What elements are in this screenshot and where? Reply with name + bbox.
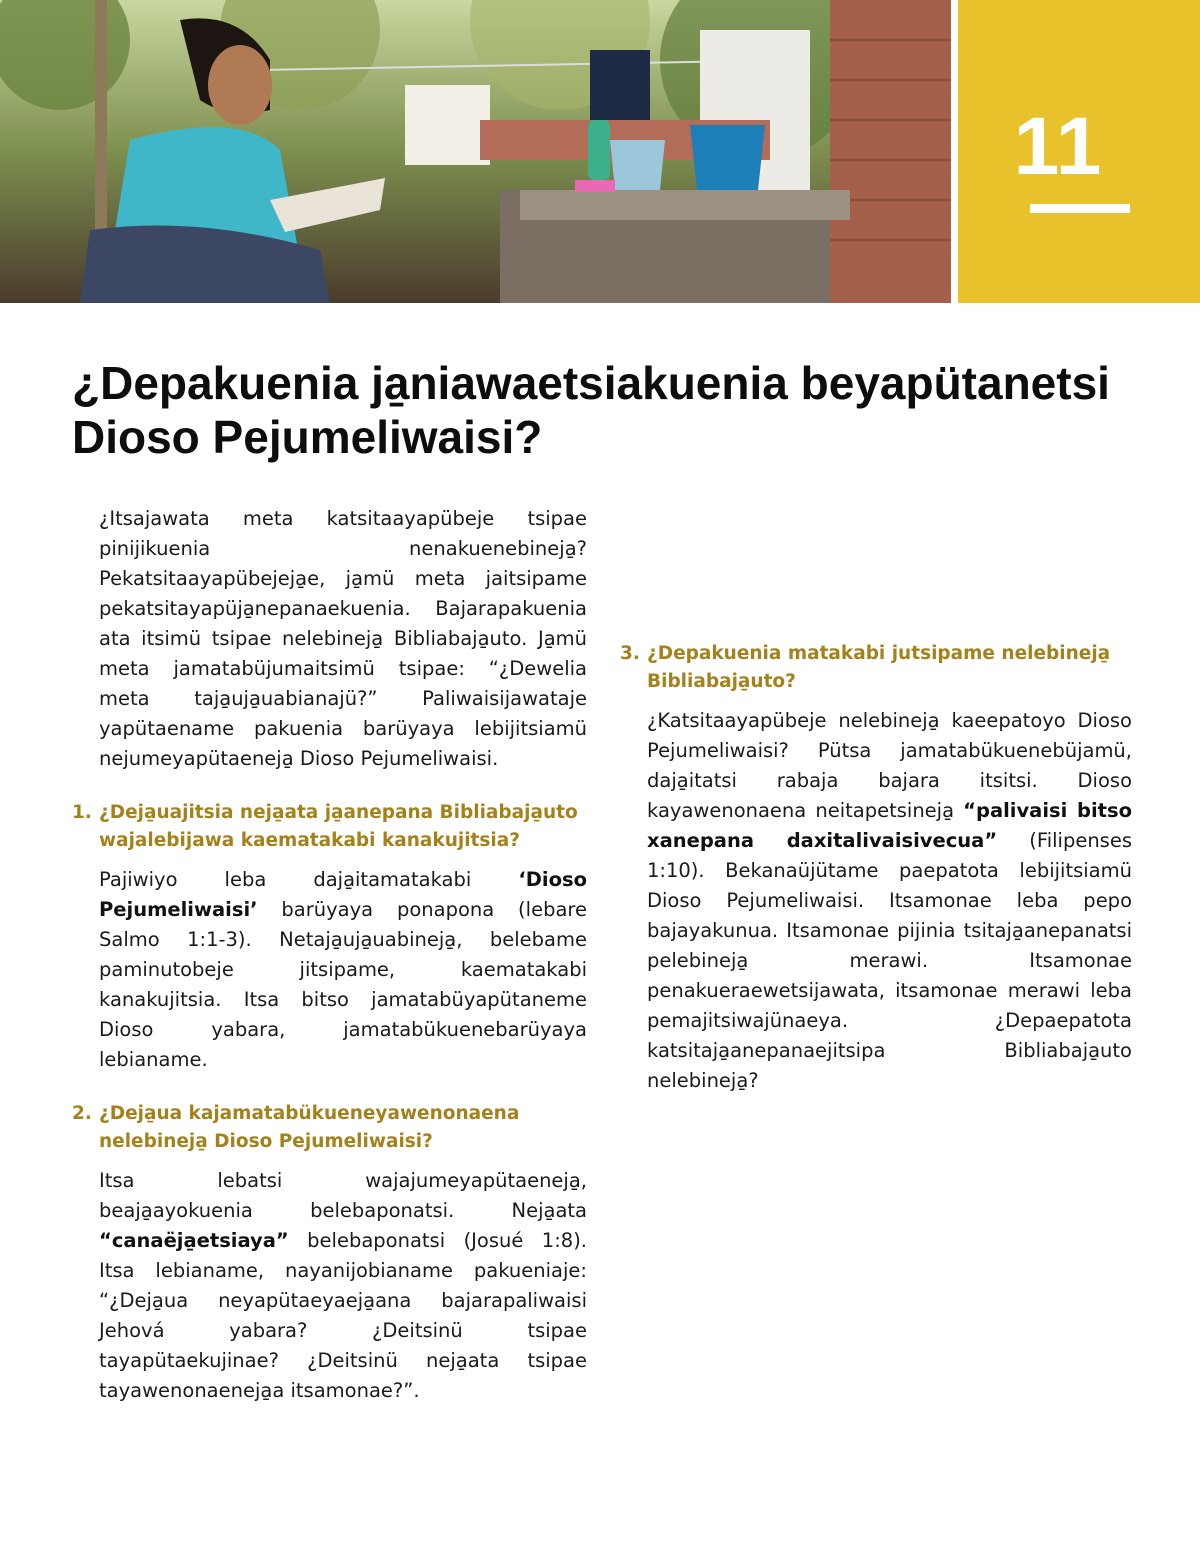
question-1-paragraph	[72, 865, 587, 1075]
paragraph-text: belebaponatsi (Josué 1:8). Itsa lebianame, nayanijobianame pakueniaje: “¿Deja̱ua neyapütaeyaeja̱ana bajarapaliwaisi Jehová yabara? ¿Deitsinü tsipae tayapütaekujinae? ¿Deitsinü neja̱ata tsipae tayawenonaeneja̱a itsamonae?”.	[99, 1229, 587, 1402]
left-column	[72, 504, 587, 1406]
question-3-paragraph	[620, 706, 1132, 1096]
paragraph-text: (Filipenses 1:10). Bekanaüjütame paepatota lebijitsiamü Dioso Pejumeliwaisi. Itsamonae leba pepo bajayakunua. Itsamonae pijinia tsitaja̱anepanatsi pelebineja̱ merawi. Itsamonae penakueraewetsijawata, itsamonae merawi leba pemajitsiwajünaeya. ¿Depaepatota katsitaja̱anepanaejitsipa Bibliabaja̱uto nelebineja̱?	[647, 829, 1132, 1092]
question-number: 1.	[72, 802, 92, 823]
bold-phrase: “palivaisi bitso xanepana daxitalivaisivecua”	[647, 799, 1132, 852]
question-1-heading	[72, 799, 587, 855]
question-title: ¿Depakuenia matakabi jutsipame nelebineja̱ Bibliabaja̱uto?	[647, 643, 1111, 692]
paragraph-text: Itsa lebatsi wajajumeyapütaeneja̱, beaja̱ayokuenia belebaponatsi. Neja̱ata	[99, 1169, 587, 1222]
question-2-paragraph	[72, 1166, 587, 1406]
paragraph-text: ¿Katsitaayapübeje nelebineja̱ kaeepatoyo Dioso Pejumeliwaisi? Pütsa jamatabükuenebüjamü, daja̱itatsi rabaja bajara itsitsi. Dioso kayawenonaena neitapetsineja̱	[647, 709, 1132, 822]
chapter-number: 11	[1013, 101, 1103, 192]
page-title: ¿Depakuenia ja̱niawaetsiakuenia beyapütanetsi Dioso Pejumeliwaisi?	[72, 357, 1110, 463]
chapter-number-box	[958, 0, 1200, 303]
question-3-heading	[620, 640, 1132, 696]
question-title: ¿Deja̱uajitsia neja̱ata ja̱anepana Bibliabaja̱uto wajalebijawa kaematakabi kanakujitsia?	[99, 802, 578, 851]
paragraph-text: barüyaya ponapona (lebare Salmo 1:1-3). Netaja̱uja̱uabineja̱, belebame paminutobeje jitsipame, kaematakabi kanakujitsia. Itsa bitso jamatabüyapütaneme Dioso yabara, jamatabükuenebarüyaya lebianame.	[99, 898, 587, 1071]
paragraph-text: Pajiwiyo leba daja̱itamatakabi	[99, 868, 519, 891]
chapter-underline	[1030, 204, 1130, 213]
intro-paragraph: ¿Itsajawata meta katsitaayapübeje tsipae pinijikuenia nenakuenebineja̱? Pekatsitaayapübejeja̱e, ja̱mü meta jaitsipame pekatsitayapüja̱nepanaekuenia. Bajarapakuenia ata itsimü tsipae nelebineja̱ Bibliabaja̱uto. Ja̱mü meta jamatabüjumaitsimü tsipae: “¿Dewelia meta taja̱uja̱uabianajü?” Paliwaisijawataje yapütaename pakuenia barüyaya lebijitsiamü nejumeyapütaeneja̱ Dioso Pejumeliwaisi.	[99, 507, 587, 770]
bold-phrase: ‘Dioso Pejumeliwaisi’	[99, 868, 587, 921]
question-number: 3.	[620, 643, 640, 664]
hero-photo	[0, 0, 951, 303]
question-2-heading	[72, 1100, 587, 1156]
question-title: ¿Deja̱ua kajamatabükueneyawenonaena nelebineja̱ Dioso Pejumeliwaisi?	[99, 1103, 520, 1152]
question-number: 2.	[72, 1103, 92, 1124]
bold-phrase: “canaëja̱etsiaya”	[99, 1229, 289, 1252]
right-column-content	[620, 640, 1132, 1096]
